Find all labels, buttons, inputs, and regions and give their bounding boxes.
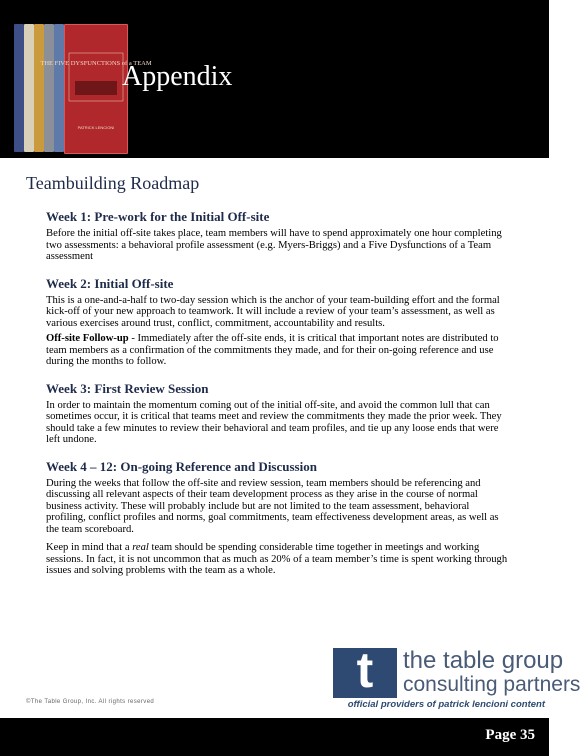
section-title: Teambuilding Roadmap	[26, 173, 200, 193]
week-paragraph: During the weeks that follow the off-site and review session, team members should be referencing and discussing all relevant aspects of their team development process as they arise in the course of normal business activity. These will probably include but are not limited to the team assessment, behavioral profiling, conflict profiles and norms, goal commitments, team effectiveness development areas, as well as the team scoreboard.	[46, 477, 499, 535]
closing-emphasis: real	[132, 542, 149, 553]
followup-label: Off-site Follow-up	[46, 333, 129, 344]
book-set-image	[14, 24, 152, 152]
header-banner	[0, 0, 549, 158]
closing-text-end: team should be spending considerable time together in meetings and working sessions. In fact, it is not uncommon that as much as 20% of a team member’s time is spent working through issues and solving problems with the team as a whole.	[46, 542, 508, 576]
week-heading: Week 1: Pre-work for the Initial Off-site	[46, 209, 270, 224]
copyright-notice: ©The Table Group, Inc. All rights reserved	[26, 699, 155, 705]
logo-tagline: official providers of patrick lencioni content	[347, 699, 545, 710]
logo-glyph: t	[356, 642, 374, 698]
followup-text: - Immediately after the off-site ends, it is critical that important notes are distributed to team members as a confirmation of the commitments they made, and for their on-going reference and use during the months to follow.	[46, 333, 499, 367]
logo-name: the table group	[403, 647, 564, 674]
week-heading: Week 4 – 12: On-going Reference and Discussion	[46, 458, 317, 474]
book-spine	[14, 24, 24, 152]
book-spine	[44, 24, 54, 152]
logo-subtitle: consulting partners	[403, 673, 580, 696]
closing-paragraph	[46, 542, 510, 577]
table-group-logo	[333, 642, 580, 712]
book-spine	[34, 24, 44, 152]
week-paragraph: This is a one-and-a-half to two-day session which is the anchor of your team-building effort and the formal kick-off of your new approach to teamwork. It will include a review of your team’s assessment, as well as various exercises around trust, conflict, commitment, accountability and results.	[46, 294, 500, 329]
week-paragraph: In order to maintain the momentum coming out of the initial off-site, and avoid the common lull that can sometimes occur, it is critical that teams meet and review the commitments they made the prior week. They should take a few minutes to review their behavioral and team profiles, and tie up any loose ends that were left undone.	[46, 399, 502, 445]
week-paragraph: Before the initial off-site takes place, team members will have to spend approximately one hour completing two assessments: a behavioral profile assessment (e.g. Myers-Briggs) and a Five Dysfunctions of a Team assessment	[46, 228, 502, 262]
footer-bar	[0, 718, 549, 756]
roadmap-content	[46, 209, 510, 581]
closing-text-start: Keep in mind that a	[46, 542, 133, 553]
book-cover-author: PATRICK LENCIONI	[77, 125, 115, 130]
book-cover-art	[40, 25, 152, 153]
week-heading: Week 3: First Review Session	[46, 380, 209, 396]
page-number: Page 35	[485, 727, 535, 743]
book-cover	[40, 24, 152, 154]
followup-paragraph	[46, 333, 510, 368]
book-cover-title: THE FIVE DYSFUNCTIONS of a TEAM	[40, 60, 152, 67]
logo-mark	[333, 642, 397, 698]
book-spine	[54, 24, 64, 152]
book-spine	[24, 24, 34, 152]
page-title: Appendix	[122, 61, 233, 92]
week-heading: Week 2: Initial Off-site	[46, 275, 174, 291]
